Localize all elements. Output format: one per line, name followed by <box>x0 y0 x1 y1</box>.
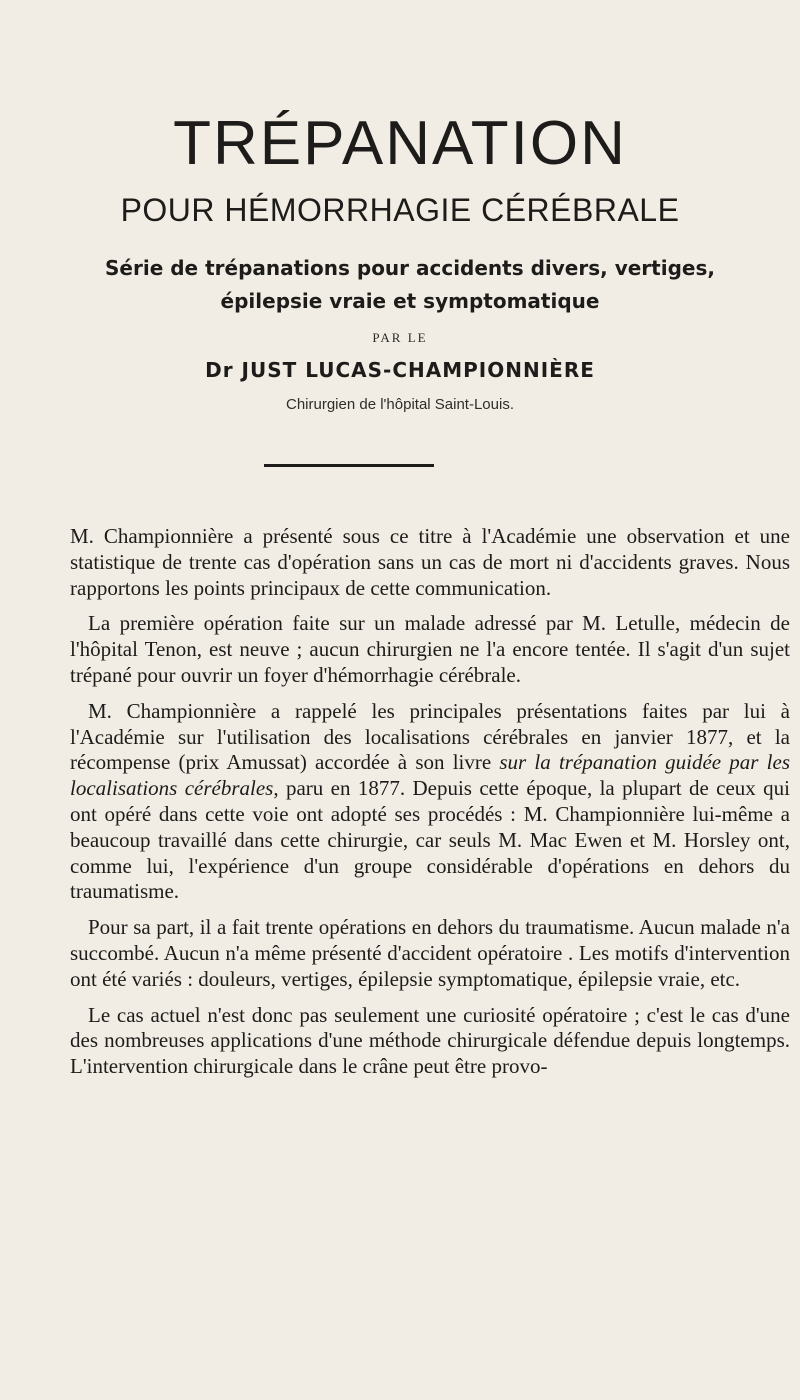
series-line-1: Série de trépanations pour accidents divers, vertiges, <box>105 256 715 280</box>
article-body <box>70 524 790 1090</box>
author-name: Dr JUST LUCAS-CHAMPIONNIÈRE <box>205 358 595 382</box>
series-description <box>60 252 760 318</box>
page-subtitle: POUR HÉMORRHAGIE CÉRÉBRALE <box>120 192 680 228</box>
paragraph-3-text-b: , paru en 1877. Depuis cette époque, la plupart de ceux qui ont opéré dans cette voie ont adopté ses procédés : M. Championnière lui-même a beaucoup travaillé dans cette chirurgie, car seuls M. Mac Ewen et M. Horsley ont, comme lui, l'expérience d'un groupe considérable d'opérations en dehors du traumatisme. <box>70 776 790 904</box>
author-affiliation: Chirurgien de l'hôpital Saint-Louis. <box>286 396 514 413</box>
series-line-2: épilepsie vraie et symptomatique <box>220 289 600 313</box>
by-label: PAR LE <box>372 330 428 345</box>
paragraph-4: Pour sa part, il a fait trente opérations en dehors du traumatisme. Aucun malade n'a succombé. Aucun n'a même présenté d'accident opératoire . Les motifs d'intervention ont été variés : douleurs, vertiges, épilepsie symptomatique, épilepsie vraie, etc. <box>70 915 790 991</box>
paragraph-3-text-a: M. Championnière a rappelé les principales présentations faites par lui à l'Académie sur l'utilisation des localisations cérébrales en janvier 1877, et la récompense (prix Amussat) accordée à son livre <box>70 698 790 775</box>
paragraph-3 <box>70 699 790 905</box>
paragraph-5: Le cas actuel n'est donc pas seulement une curiosité opératoire ; c'est le cas d'une des nombreuses applications d'une méthode chirurgicale défendue depuis longtemps. L'intervention chirurgicale dans le crâne peut être provo- <box>70 1002 790 1079</box>
book-title-italic: sur la trépanation guidée par les localisations cérébrales <box>70 750 790 801</box>
paragraph-2: La première opération faite sur un malade adressé par M. Letulle, médecin de l'hôpital Tenon, est neuve ; aucun chirurgien ne l'a encore tentée. Il s'agit d'un sujet trépané pour ouvrir un foyer d'hémorrhagie cérébrale. <box>70 611 790 687</box>
divider-rule <box>264 464 434 467</box>
page-title: TRÉPANATION <box>173 109 627 178</box>
paragraph-1: M. Championnière a présenté sous ce titre à l'Académie une observation et une statistique de trente cas d'opération sans un cas de mort ni d'accidents graves. Nous rapportons les points principaux de cette communication. <box>70 524 790 600</box>
